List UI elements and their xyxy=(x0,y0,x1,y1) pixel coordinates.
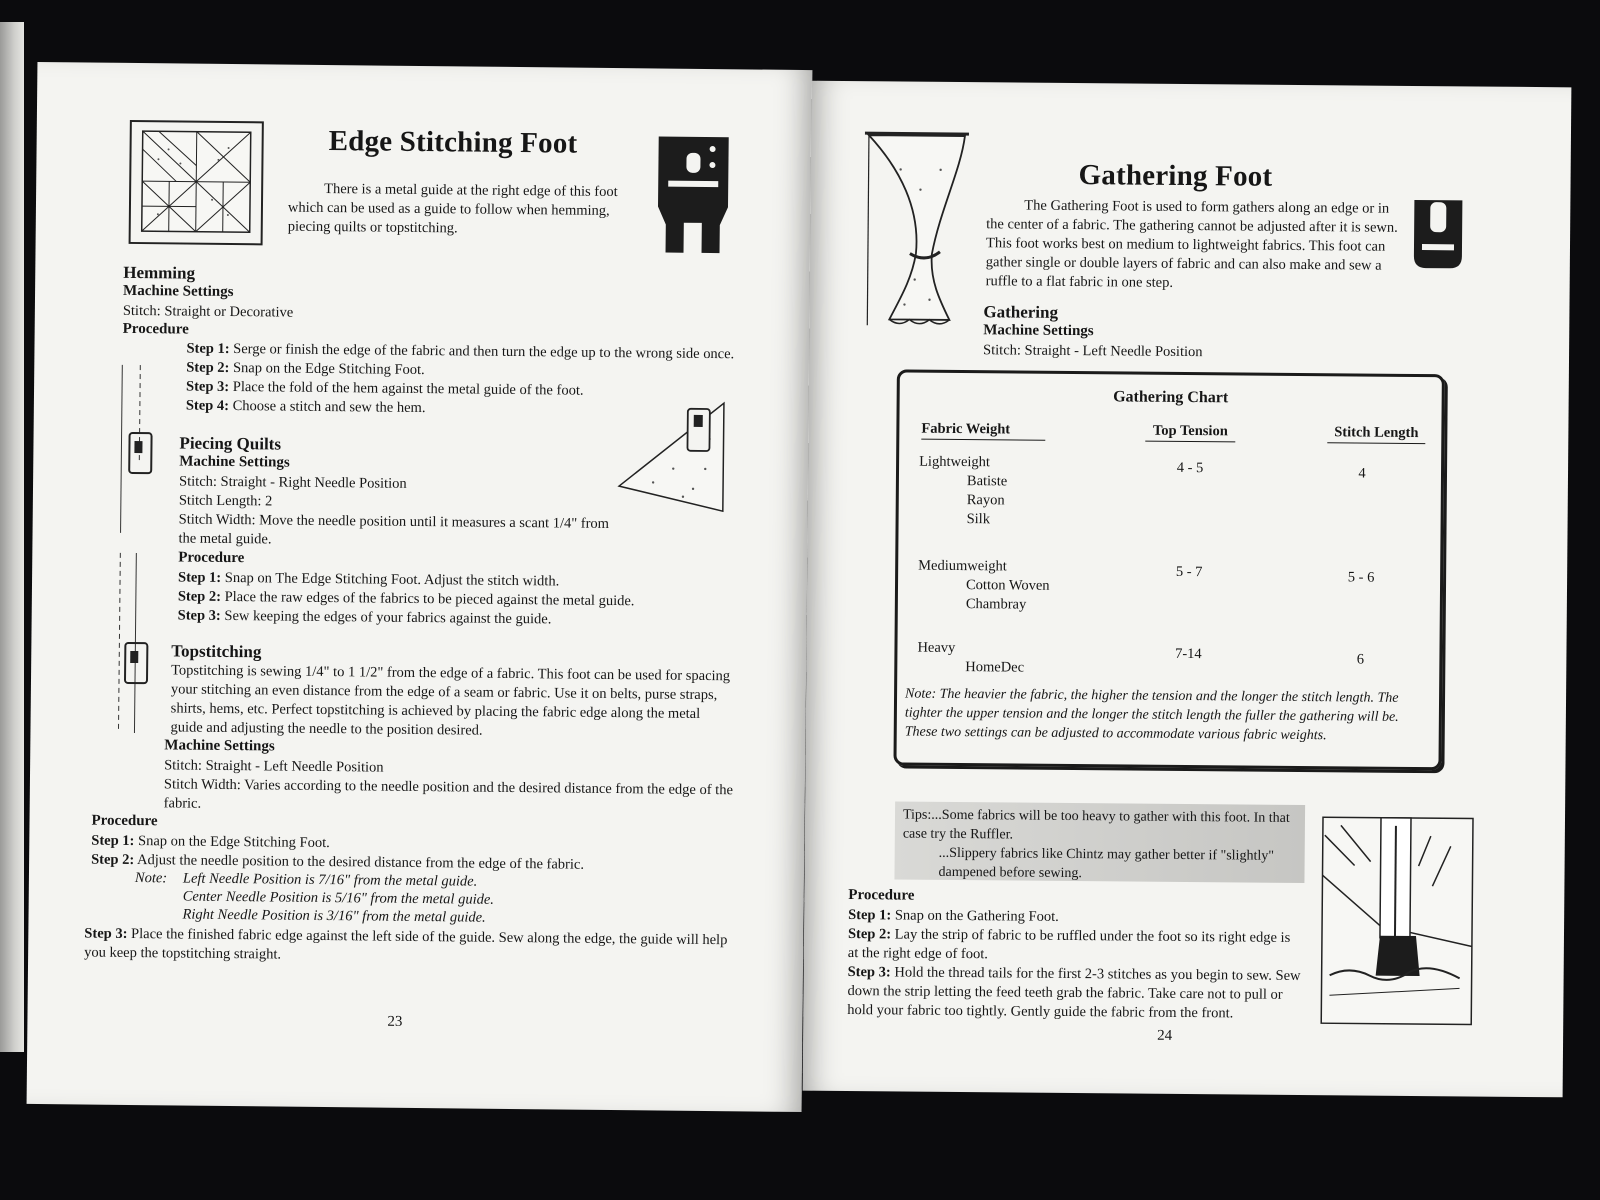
note-text: The heavier the fabric, the higher the tension and the longer the stitch length. The tighter the upper tension and the longer the stitch length the fuller the gathering will be. These two settings can be adjusted to accommodate various fabric weights. xyxy=(904,686,1399,744)
topstitching-procedure-heading: Procedure xyxy=(91,812,158,830)
intro-paragraph: There is a metal guide at the right edge of this foot which can be used as a guide to follow when hemming, piecing quilts or topstitching. xyxy=(287,180,618,237)
step-row xyxy=(848,906,1059,927)
open-booklet xyxy=(22,56,1562,1106)
topstitching-heading: Topstitching xyxy=(171,641,262,662)
step-label: Step 1: xyxy=(186,340,230,357)
step-text: Hold the thread tails for the first 2-3 stitches as you begin to sew. Sew down the strip letting the feed teeth grab the fabric. Take care not to pull or hold your fabric too tightly. Gently guide the fabric from the front. xyxy=(847,964,1301,1022)
tip-line: ...Some fabrics will be too heavy to gather with this foot. In that case try the Ruffler. xyxy=(902,807,1290,843)
piecing-stitch: Stitch: Straight - Right Needle Position xyxy=(179,473,407,492)
step-text: Place the fold of the hem against the metal guide of the foot. xyxy=(232,379,584,399)
step-label: Step 3: xyxy=(186,378,230,395)
needle-position-note-label: Note: xyxy=(134,870,168,887)
step-label: Step 2: xyxy=(177,588,222,605)
step-label: Step 3: xyxy=(177,607,221,624)
step-text: Adjust the needle position to the desired distance from the edge of the fabric. xyxy=(136,852,585,873)
tips-label: Tips: xyxy=(902,807,932,823)
top-tension-value: 7-14 xyxy=(1175,645,1202,663)
step-text: Choose a stitch and sew the hem. xyxy=(232,398,426,417)
hemming-heading: Hemming xyxy=(123,262,196,283)
note-line: Center Needle Position is 5/16" from the metal guide. xyxy=(182,888,495,908)
hemming-settings-heading: Machine Settings xyxy=(123,282,234,301)
step-text: Place the finished fabric edge against the left side of the guide. Sew along the edge, the guide will help you keep the topstitching straight. xyxy=(84,925,728,963)
step-text: Lay the strip of fabric to be ruffled under the foot so its right edge is at the right edge of foot. xyxy=(847,926,1291,963)
page-title: Gathering Foot xyxy=(1078,159,1273,193)
edge-stitching-foot-icon xyxy=(647,128,738,257)
step-text: Snap on the Gathering Foot. xyxy=(894,907,1059,925)
fabric-weight: Mediumweight xyxy=(918,557,1007,575)
gathering-settings-heading: Machine Settings xyxy=(983,322,1094,340)
piecing-steps xyxy=(178,568,635,630)
fabric-type: Silk xyxy=(966,511,991,528)
book-page-edges xyxy=(0,22,24,1052)
page-24 xyxy=(803,81,1572,1098)
step-label: Step 4: xyxy=(185,397,230,414)
step-row xyxy=(84,925,734,970)
step-text: Sew keeping the edges of your fabrics against the guide. xyxy=(224,607,552,628)
piecing-stitch-width: Stitch Width: Move the needle position until it measures a scant 1/4" from the metal guide. xyxy=(178,511,610,548)
step-label: Step 2: xyxy=(847,926,892,943)
piecing-procedure-heading: Procedure xyxy=(178,549,245,567)
fabric-type: HomeDec xyxy=(965,659,1025,676)
note-label: Note: xyxy=(905,686,937,702)
step-label: Step 1: xyxy=(178,569,222,586)
fabric-type: Cotton Woven xyxy=(965,577,1050,594)
topstitching-stitch: Stitch: Straight - Left Needle Position xyxy=(164,757,384,776)
fabric-type: Rayon xyxy=(966,492,1005,509)
piecing-heading: Piecing Quilts xyxy=(179,433,282,454)
intro-paragraph: The Gathering Foot is used to form gathers along an edge or in the center of a fabric. The gathering cannot be adjusted after it is sewn. This foot works best on medium to lightweight fabrics. This foot can gather single or double layers of fabric and can also make and sew a ruffle to a flat fabric in one step. xyxy=(985,197,1398,291)
gathering-foot-icon xyxy=(1410,196,1467,276)
topstitching-body: Topstitching is sewing 1/4" to 1 1/2" from the edge of a fabric. This foot can be used for spacing your stitching an even distance from the edge of a seam or fabric. Use it on belts, purse straps, shirts, hems, etc. Perfect topstitching is achieved by placing the fabric edge along the metal guide and adjusting the needle to the position desired. xyxy=(170,662,731,739)
fabric-type: Batiste xyxy=(966,473,1008,490)
curtain-illustration xyxy=(859,129,973,330)
step-text: Serge or finish the edge of the fabric and then turn the edge up to the wrong side once. xyxy=(233,341,735,363)
step-text: Snap on the Edge Stitching Foot. xyxy=(232,360,425,379)
step-label: Step 1: xyxy=(848,907,892,924)
page-title: Edge Stitching Foot xyxy=(328,125,578,160)
step-label: Step 2: xyxy=(186,359,230,376)
fabric-weight: Lightweight xyxy=(919,453,991,471)
column-header-stitch-length: Stitch Length xyxy=(1327,424,1425,444)
piecing-triangle-illustration xyxy=(613,398,734,519)
sewing-gathering-illustration xyxy=(1319,815,1475,1026)
hemming-stitch: Stitch: Straight or Decorative xyxy=(122,302,294,321)
quilt-block-illustration xyxy=(128,119,265,246)
fabric-weight: Heavy xyxy=(917,639,956,656)
note-line: Right Needle Position is 3/16" from the metal guide. xyxy=(182,906,486,926)
gathering-heading: Gathering xyxy=(983,302,1059,322)
step-text: Place the raw edges of the fabrics to be pieced against the metal guide. xyxy=(224,588,635,610)
piecing-stitch-length: Stitch Length: 2 xyxy=(178,492,273,510)
procedure-heading: Procedure xyxy=(848,887,915,904)
step-label: Step 3: xyxy=(84,925,128,942)
topstitching-stitch-width: Stitch Width: Varies according to the needle position and the desired distance from the edge of the fabric. xyxy=(163,776,734,812)
chart-note xyxy=(905,685,1425,747)
topstitching-settings-heading: Machine Settings xyxy=(164,737,275,755)
page-number: 24 xyxy=(1157,1027,1173,1044)
hemming-procedure-heading: Procedure xyxy=(122,320,189,338)
column-header-top-tension: Top Tension xyxy=(1145,423,1235,443)
stitch-length-value: 6 xyxy=(1356,651,1365,668)
top-tension-value: 5 - 7 xyxy=(1175,563,1203,581)
page-number: 23 xyxy=(387,1013,403,1030)
chart-title: Gathering Chart xyxy=(1113,388,1229,407)
top-tension-value: 4 - 5 xyxy=(1176,459,1204,477)
step-row xyxy=(848,925,1304,967)
note-line: Left Needle Position is 7/16" from the metal guide. xyxy=(182,870,478,890)
step-row xyxy=(847,963,1307,1024)
tips-box xyxy=(894,801,1305,883)
step-label: Step 2: xyxy=(91,851,135,869)
fabric-type: Chambray xyxy=(965,596,1027,613)
step-text: Snap on The Edge Stitching Foot. Adjust the stitch width. xyxy=(224,569,560,590)
piecing-settings-heading: Machine Settings xyxy=(179,453,290,471)
tip-line: ...Slippery fabrics like Chintz may gather better if "slightly" dampened before sewing. xyxy=(938,845,1275,882)
step-label: Step 3: xyxy=(847,964,891,981)
stitch-length-value: 5 - 6 xyxy=(1347,569,1375,586)
step-row xyxy=(91,832,330,853)
gathering-chart xyxy=(893,369,1444,770)
page-23 xyxy=(27,62,813,1112)
needle-position-notes xyxy=(182,870,494,927)
step-text: Snap on the Edge Stitching Foot. xyxy=(137,833,330,852)
step-label: Step 1: xyxy=(91,832,135,850)
stitch-length-value: 4 xyxy=(1358,465,1366,482)
gathering-stitch: Stitch: Straight - Left Needle Position xyxy=(983,342,1203,361)
seam-guide-diagrams xyxy=(110,363,174,744)
column-header-fabric-weight: Fabric Weight xyxy=(921,421,1045,441)
